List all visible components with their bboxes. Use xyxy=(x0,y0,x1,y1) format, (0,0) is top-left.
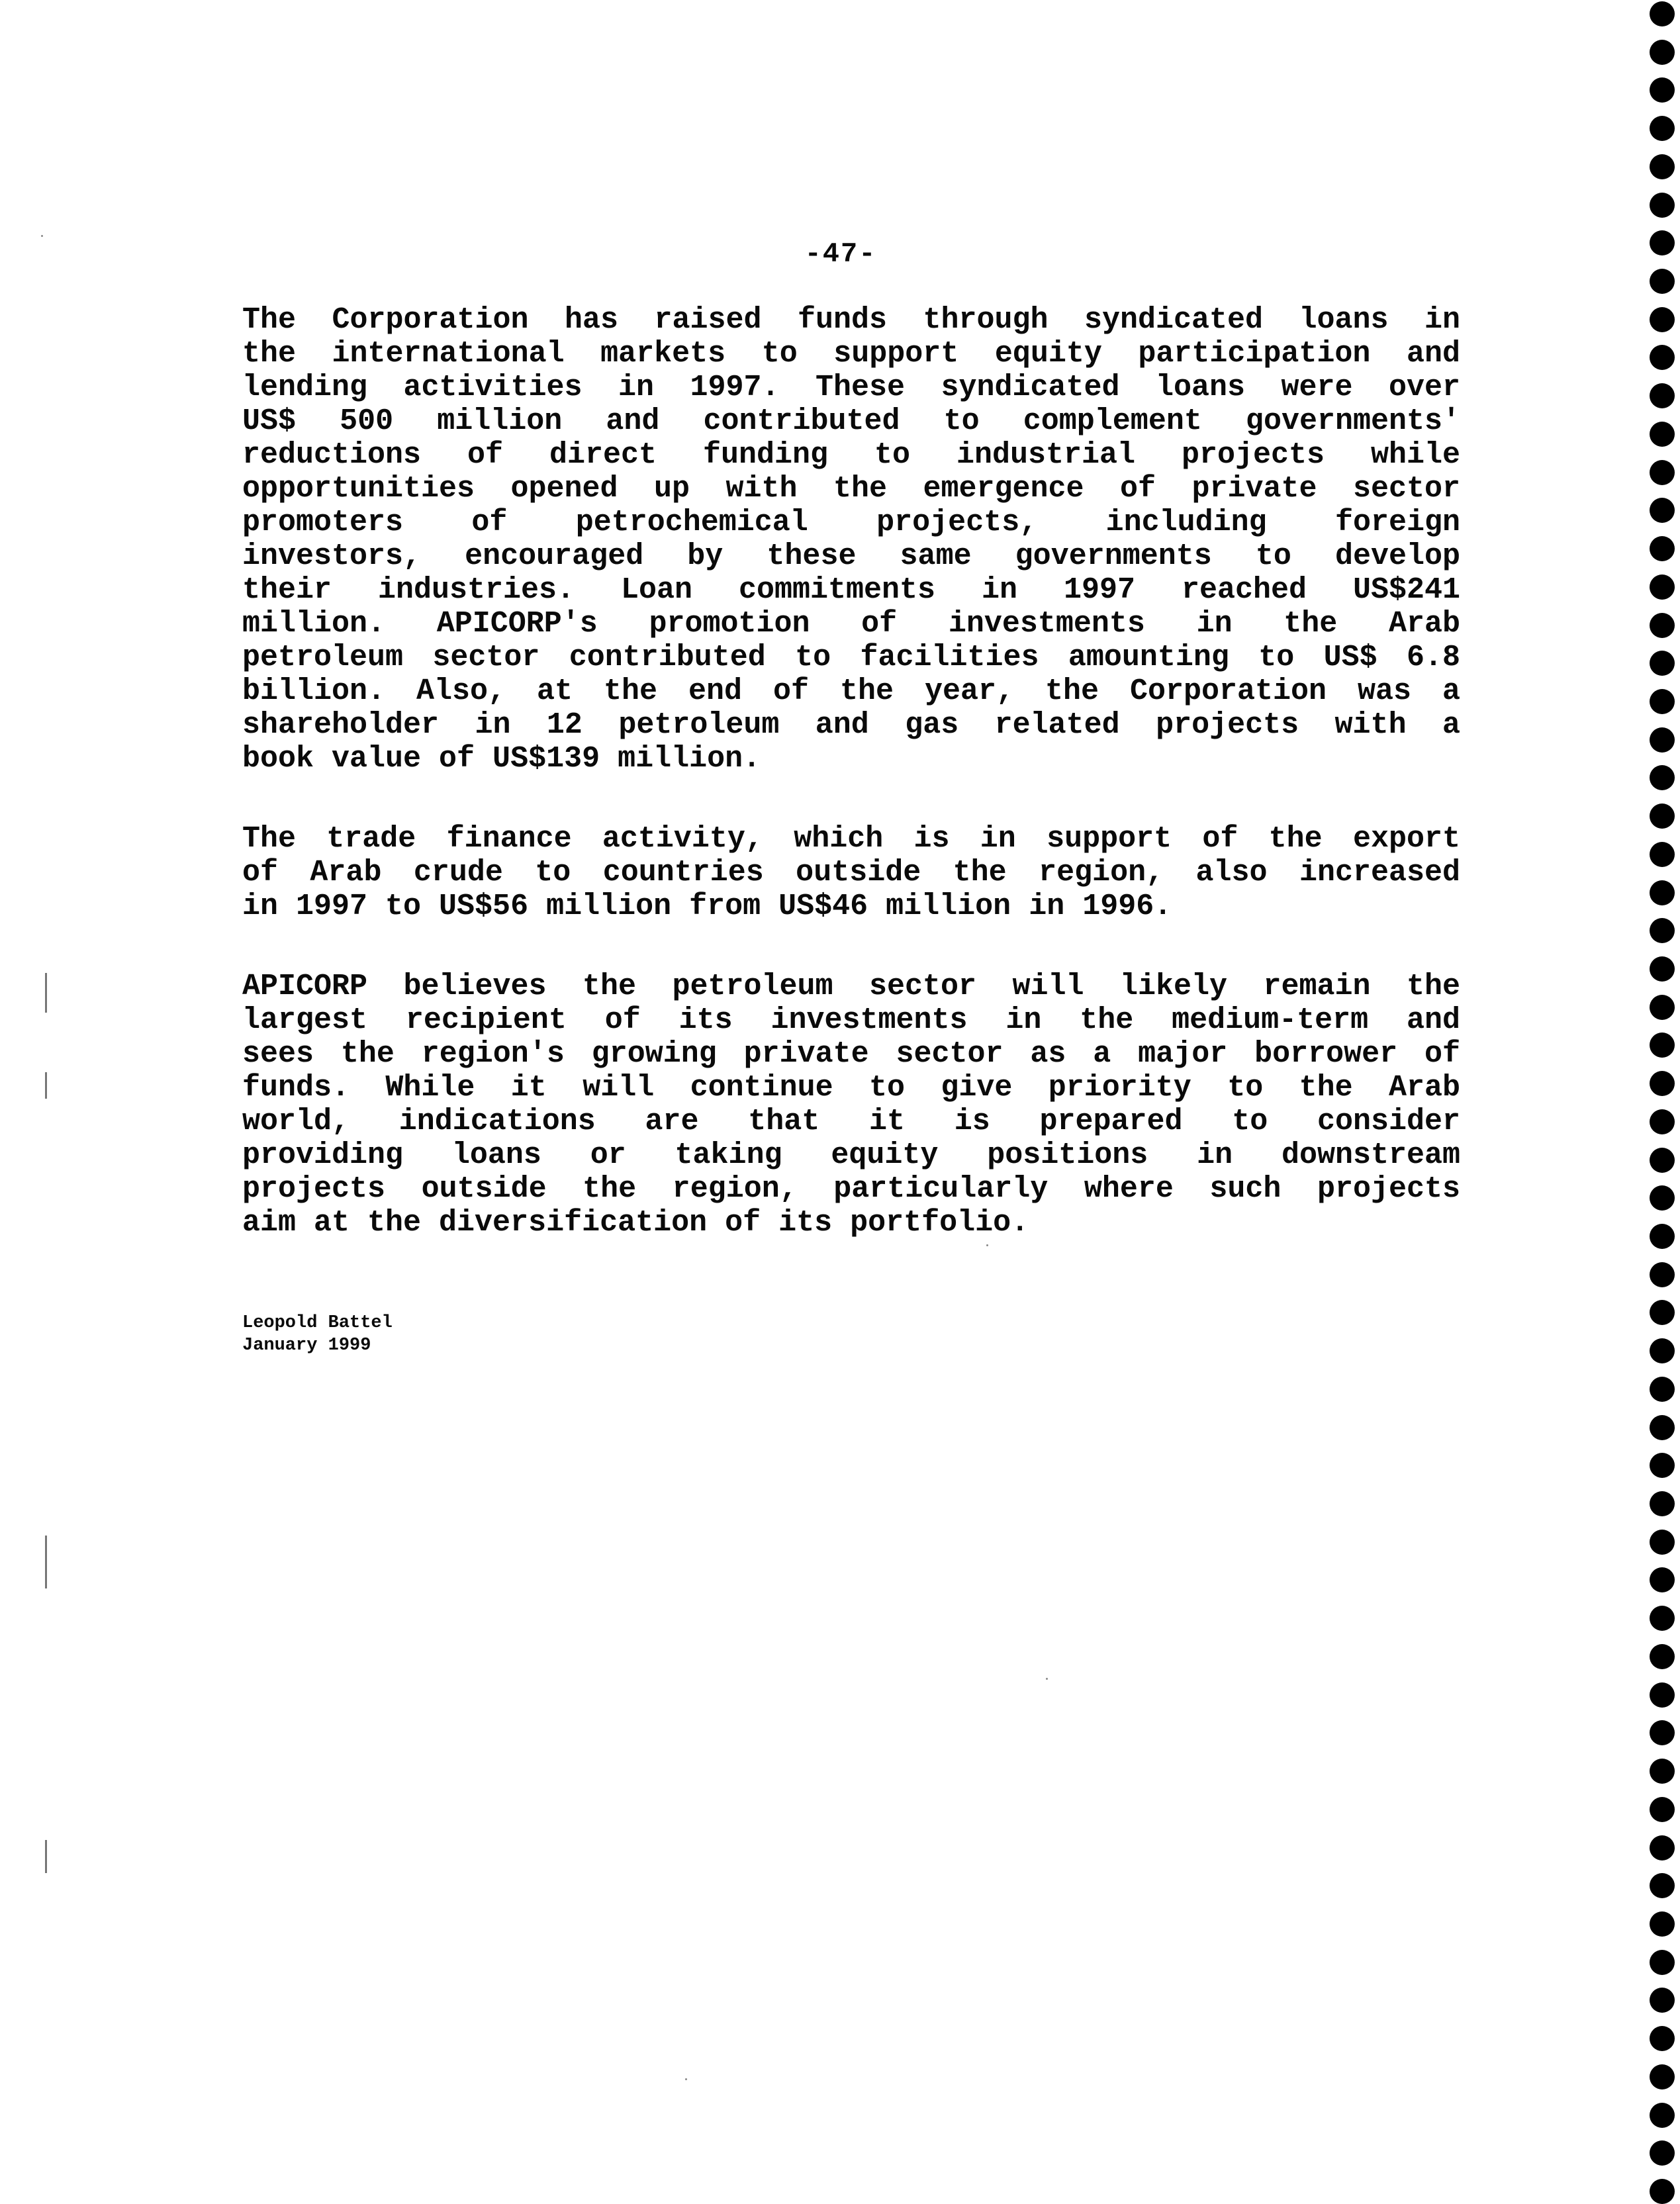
binder-hole-icon xyxy=(1650,1682,1675,1708)
binder-hole-icon xyxy=(1650,269,1675,294)
text-line: million. APICORP's promotion of investments in the Arab xyxy=(242,607,1460,641)
text-line: sees the region's growing private sector as a major borrower of xyxy=(242,1037,1460,1071)
text-line: projects outside the region, particularly where such projects xyxy=(242,1172,1460,1206)
text-line: petroleum sector contributed to facilities amounting to US$ 6.8 xyxy=(242,641,1460,674)
text-line: reductions of direct funding to industrial projects while xyxy=(242,438,1460,472)
binder-hole-icon xyxy=(1650,1300,1675,1325)
binder-hole-icon xyxy=(1650,193,1675,218)
binder-hole-icon xyxy=(1650,2064,1675,2089)
binder-hole-icon xyxy=(1650,1835,1675,1860)
binder-hole-icon xyxy=(1650,460,1675,485)
signature-block xyxy=(242,1312,393,1357)
binder-hole-icon xyxy=(1650,1988,1675,2013)
binder-hole-icon xyxy=(1650,1453,1675,1478)
text-line: shareholder in 12 petroleum and gas related projects with a xyxy=(242,708,1460,742)
text-line: aim at the diversification of its portfolio. xyxy=(242,1206,1029,1240)
binder-hole-icon xyxy=(1650,1148,1675,1173)
binder-hole-icon xyxy=(1650,422,1675,447)
binder-hole-icon xyxy=(1650,651,1675,676)
author-name: Leopold Battel xyxy=(242,1313,393,1333)
binder-hole-icon xyxy=(1650,1338,1675,1363)
binder-hole-icon xyxy=(1650,1759,1675,1784)
text-line: APICORP believes the petroleum sector will likely remain the xyxy=(242,970,1460,1003)
binder-hole-icon xyxy=(1650,1567,1675,1592)
binder-hole-icon xyxy=(1650,842,1675,867)
binder-hole-icon xyxy=(1650,880,1675,905)
binder-hole-icon xyxy=(1650,345,1675,370)
binder-hole-icon xyxy=(1650,1644,1675,1669)
binder-hole-icon xyxy=(1650,1224,1675,1249)
text-line: opportunities opened up with the emergence of private sector xyxy=(242,472,1460,506)
text-line: their industries. Loan commitments in 1997 reached US$241 xyxy=(242,573,1460,607)
binder-hole-icon xyxy=(1650,154,1675,179)
page-number: -47- xyxy=(804,238,877,270)
text-line: The trade finance activity, which is in support of the export xyxy=(242,822,1460,856)
scan-speck xyxy=(41,235,43,237)
binder-hole-icon xyxy=(1650,1950,1675,1975)
text-line: promoters of petrochemical projects, including foreign xyxy=(242,506,1460,539)
scan-mark xyxy=(45,1536,47,1588)
binder-hole-icon xyxy=(1650,1873,1675,1898)
binder-hole-icon xyxy=(1650,77,1675,103)
binder-hole-icon xyxy=(1650,956,1675,982)
text-line: providing loans or taking equity positions in downstream xyxy=(242,1138,1460,1172)
binder-hole-icon xyxy=(1650,1530,1675,1555)
binder-hole-icon xyxy=(1650,307,1675,332)
body-text xyxy=(242,303,1460,1286)
binder-hole-icon xyxy=(1650,1109,1675,1134)
binder-hole-icon xyxy=(1650,804,1675,829)
text-line: largest recipient of its investments in the medium-term and xyxy=(242,1003,1460,1037)
binder-hole-icon xyxy=(1650,2140,1675,2166)
binder-hole-icon xyxy=(1650,727,1675,753)
text-line: The Corporation has raised funds through syndicated loans in xyxy=(242,303,1460,337)
text-line: lending activities in 1997. These syndicated loans were over xyxy=(242,371,1460,404)
scan-speck xyxy=(685,2078,687,2080)
binder-hole-icon xyxy=(1650,2103,1675,2128)
binder-hole-icon xyxy=(1650,689,1675,714)
binder-hole-icon xyxy=(1650,2026,1675,2051)
paragraph-apicorp-outlook xyxy=(242,970,1460,1240)
scan-speck xyxy=(986,1244,988,1246)
signature-date: January 1999 xyxy=(242,1336,371,1355)
paragraph-syndicated-loans xyxy=(242,303,1460,776)
binder-hole-icon xyxy=(1650,1491,1675,1516)
binder-hole-icon xyxy=(1650,1415,1675,1440)
binder-hole-icon xyxy=(1650,1,1675,26)
binder-hole-icon xyxy=(1650,1911,1675,1937)
binder-hole-icon xyxy=(1650,383,1675,408)
binder-hole-icon xyxy=(1650,1185,1675,1211)
binder-hole-icon xyxy=(1650,116,1675,141)
binder-hole-icon xyxy=(1650,230,1675,255)
binder-hole-icon xyxy=(1650,536,1675,561)
text-line: investors, encouraged by these same governments to develop xyxy=(242,539,1460,573)
binder-hole-icon xyxy=(1650,1071,1675,1096)
binder-hole-icon xyxy=(1650,2179,1675,2204)
paragraph-trade-finance xyxy=(242,822,1460,923)
binder-hole-icon xyxy=(1650,40,1675,65)
text-line: of Arab crude to countries outside the region, also increased xyxy=(242,856,1460,890)
scan-speck xyxy=(1046,1678,1048,1680)
binder-hole-icon xyxy=(1650,765,1675,790)
text-line: the international markets to support equity participation and xyxy=(242,337,1460,371)
text-line: book value of US$139 million. xyxy=(242,742,761,776)
scan-mark xyxy=(45,973,47,1013)
binder-hole-icon xyxy=(1650,1606,1675,1631)
binder-hole-icon xyxy=(1650,1033,1675,1058)
binder-hole-icon xyxy=(1650,1262,1675,1287)
scan-mark xyxy=(45,1840,47,1873)
text-line: funds. While it will continue to give priority to the Arab xyxy=(242,1071,1460,1105)
binder-hole-icon xyxy=(1650,613,1675,638)
binder-hole-icon xyxy=(1650,918,1675,943)
scan-mark xyxy=(45,1072,47,1099)
binder-hole-icon xyxy=(1650,1377,1675,1402)
binder-hole-icon xyxy=(1650,1797,1675,1822)
binder-hole-icon xyxy=(1650,498,1675,523)
text-line: world, indications are that it is prepared to consider xyxy=(242,1105,1460,1138)
text-line: US$ 500 million and contributed to complement governments' xyxy=(242,404,1460,438)
text-line: in 1997 to US$56 million from US$46 million in 1996. xyxy=(242,890,1172,923)
text-line: billion. Also, at the end of the year, the Corporation was a xyxy=(242,674,1460,708)
binder-hole-icon xyxy=(1650,995,1675,1020)
binder-hole-icon xyxy=(1650,1720,1675,1745)
binder-holes xyxy=(1643,0,1680,2201)
binder-hole-icon xyxy=(1650,574,1675,600)
